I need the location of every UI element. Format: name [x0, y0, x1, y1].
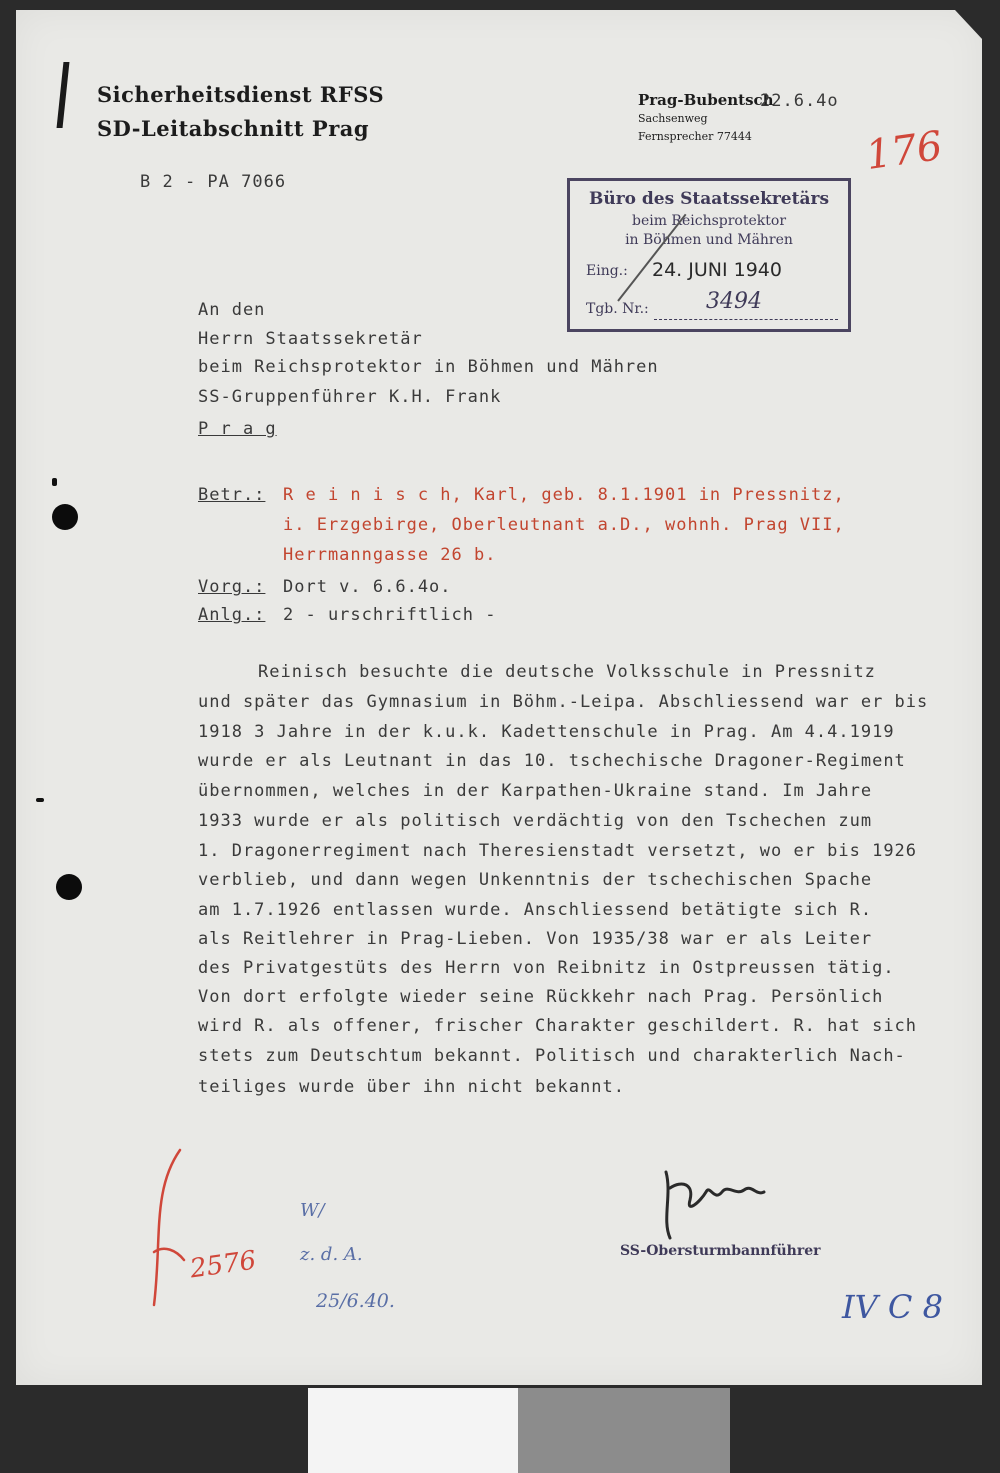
pencil-mark: W/ — [300, 1200, 325, 1221]
reference-number: B 2 - PA 7066 — [140, 172, 287, 192]
ink-spot — [36, 798, 44, 802]
attachments-label: Anlg.: — [198, 605, 266, 625]
folded-corner — [955, 10, 983, 40]
subject-line2: i. Erzgebirge, Oberleutnant a.D., wohnh. Prag VII, — [283, 515, 845, 535]
received-stamp — [567, 178, 851, 332]
body-line: verblieb, und dann wegen Unkenntnis der tschechischen Spache — [198, 870, 873, 890]
letter-date: 22.6.4o — [760, 91, 839, 111]
body-line: Reinisch besuchte die deutsche Volksschule in Pressnitz — [258, 662, 876, 682]
body-line: und später das Gymnasium in Böhm.-Leipa. Abschliessend war er bis — [198, 692, 929, 712]
body-line: als Reitlehrer in Prag-Lieben. Von 1935/38 war er als Leiter — [198, 929, 873, 949]
recipient-line2: Herrn Staatssekretär — [198, 329, 423, 349]
sender-street: Sachsenweg — [638, 112, 708, 125]
body-line: teiliges wurde über ihn nicht bekannt. — [198, 1077, 625, 1097]
stamp-received-label: Eing.: — [586, 263, 628, 279]
letterhead-line2: SD-Leitabschnitt Prag — [97, 116, 370, 141]
recipient-city: P r a g — [198, 419, 277, 439]
punch-hole — [52, 504, 78, 530]
stamp-line2: beim Reichsprotektor — [631, 213, 787, 229]
folio-number: 176 — [863, 122, 946, 180]
previous-value: Dort v. 6.6.4o. — [283, 577, 452, 597]
pencil-date: 25/6.40. — [316, 1290, 395, 1312]
pencil-zda: z. d. A. — [300, 1244, 363, 1265]
letterhead-line1: Sicherheitsdienst RFSS — [97, 82, 385, 107]
body-line: des Privatgestüts des Herrn von Reibnitz in Ostpreussen tätig. — [198, 958, 895, 978]
filing-code: IV C 8 — [842, 1288, 943, 1326]
body-line: wurde er als Leutnant in das 10. tschechische Dragoner-Regiment — [198, 751, 906, 771]
body-line: am 1.7.1926 entlassen wurde. Anschliessend betätigte sich R. — [198, 900, 873, 920]
body-line: wird R. als offener, frischer Charakter geschildert. R. hat sich — [198, 1016, 918, 1036]
punch-hole — [56, 874, 82, 900]
stamp-journal-label: Tgb. Nr.: — [586, 301, 649, 317]
calibration-swatch-gray — [518, 1388, 730, 1473]
body-line: 1. Dragonerregiment nach Theresienstadt versetzt, wo er bis 1926 — [198, 841, 918, 861]
stamp-journal-number: 3494 — [706, 289, 762, 314]
attachments-value: 2 - urschriftlich - — [283, 605, 497, 625]
previous-label: Vorg.: — [198, 577, 266, 597]
body-line: übernommen, welches in der Karpathen-Ukraine stand. Im Jahre — [198, 781, 873, 801]
recipient-line4: SS-Gruppenführer K.H. Frank — [198, 387, 502, 407]
red-pen-note: 2576 — [188, 1245, 258, 1285]
subject-line3: Herrmanngasse 26 b. — [283, 545, 497, 565]
stamp-line1: Büro des Staatssekretärs — [588, 189, 830, 209]
recipient-line1: An den — [198, 300, 266, 320]
body-line: stets zum Deutschtum bekannt. Politisch und charakterlich Nach- — [198, 1046, 906, 1066]
stamp-journal-line — [654, 319, 838, 320]
sender-phone: Fernsprecher 77444 — [638, 130, 752, 143]
ink-spot — [52, 478, 57, 486]
red-pen-stroke — [140, 1140, 200, 1315]
stamp-line3: in Böhmen und Mähren — [625, 232, 793, 248]
stamp-received-date: 24. JUNI 1940 — [652, 259, 782, 281]
body-line: 1933 wurde er als politisch verdächtig von den Tschechen zum — [198, 811, 873, 831]
subject-line1: R e i n i s c h, Karl, geb. 8.1.1901 in Pressnitz, — [283, 485, 845, 505]
recipient-line3: beim Reichsprotektor in Böhmen und Mähren — [198, 357, 659, 377]
body-line: 1918 3 Jahre in der k.u.k. Kadettenschule in Prag. Am 4.4.1919 — [198, 722, 895, 742]
body-line: Von dort erfolgte wieder seine Rückkehr nach Prag. Persönlich — [198, 987, 884, 1007]
signature — [652, 1162, 772, 1244]
sender-city: Prag-Bubentsch — [638, 91, 774, 109]
calibration-swatch-white — [308, 1388, 518, 1473]
signature-title: SS-Obersturmbannführer — [620, 1243, 821, 1259]
subject-label: Betr.: — [198, 485, 266, 505]
